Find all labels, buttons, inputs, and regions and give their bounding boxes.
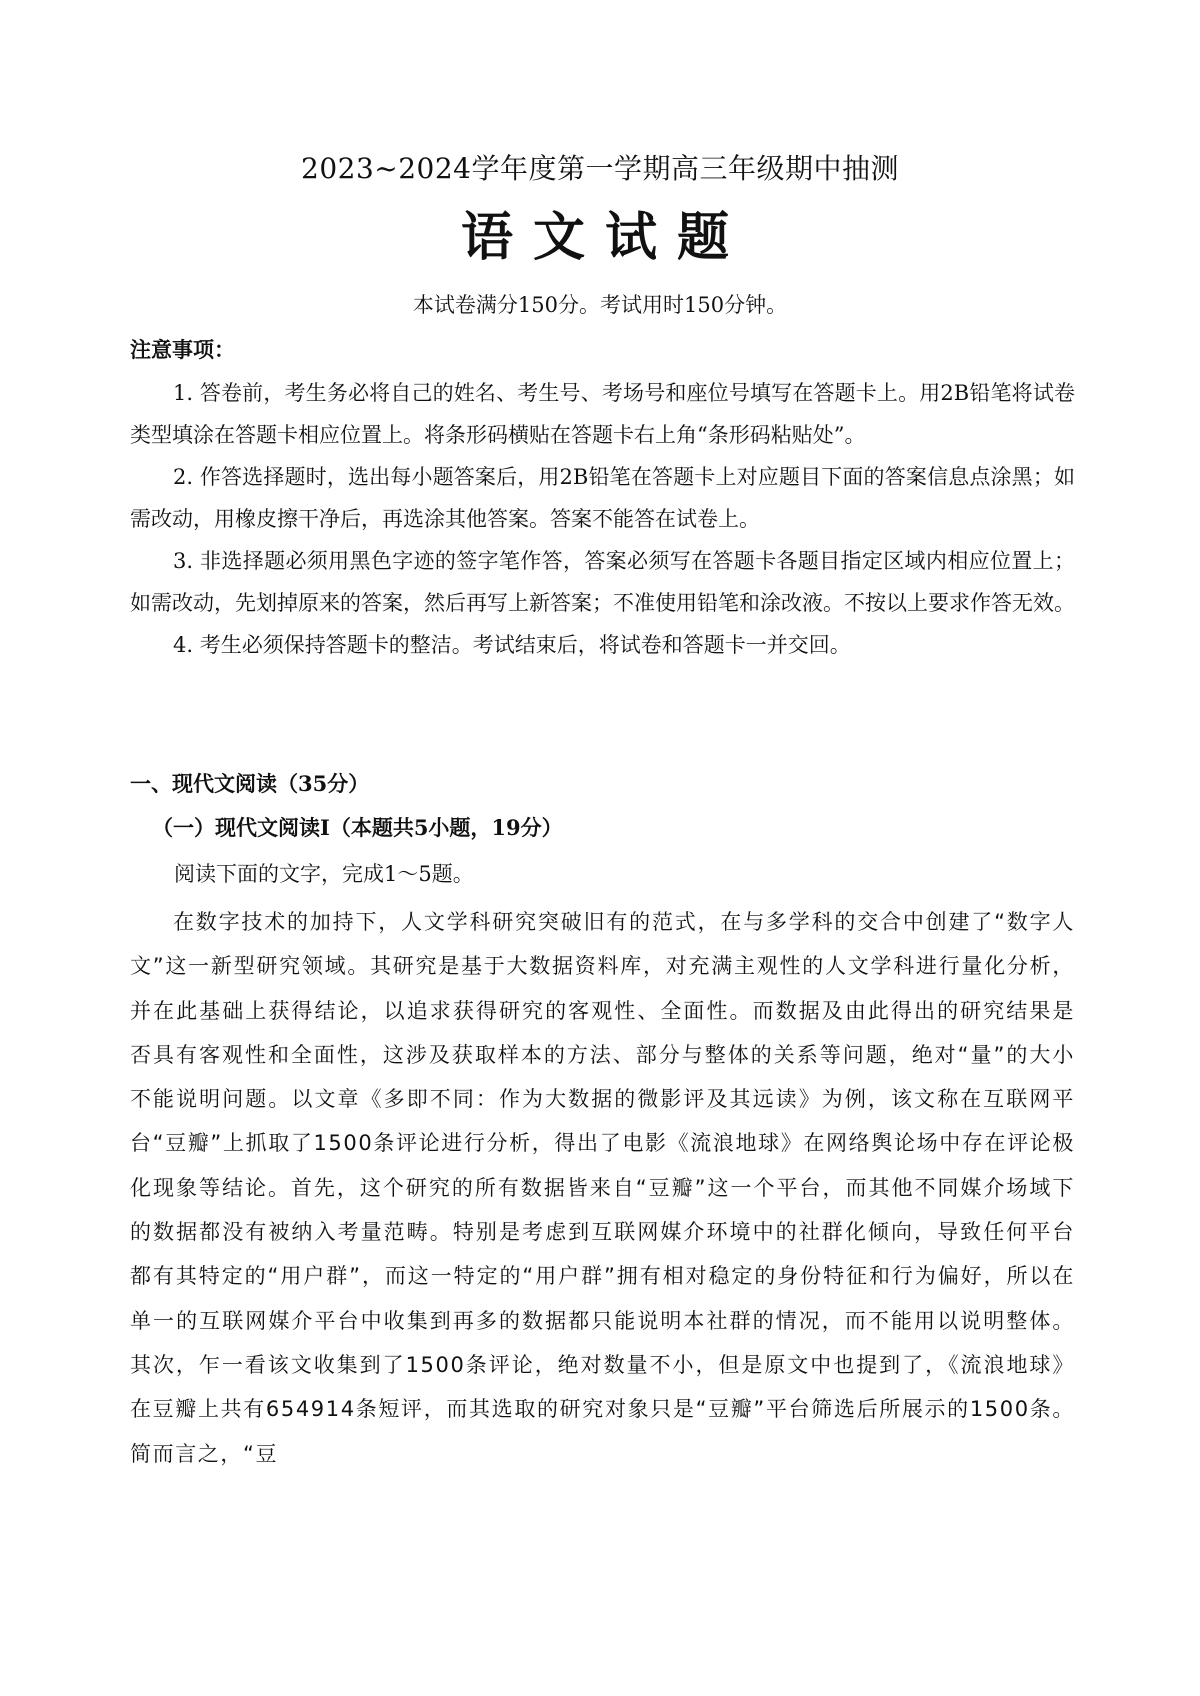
notice-heading: 注意事项：: [130, 337, 235, 362]
reading-passage: 在数字技术的加持下，人文学科研究突破旧有的范式，在与多学科的交合中创建了“数字人文”这一新型研究领域。其研究是基于大数据资料库，对充满主观性的人文学科进行量化分析，并在此基础上获得结论，以追求获得研究的客观性、全面性。而数据及由此得出的研究结果是否具有客观性和全面性，这涉及获取样本的方法、部分与整体的关系等问题，绝对“量”的大小不能说明问题。以文章《多即不同：作为大数据的微影评及其远读》为例，该文称在互联网平台“豆瓣”上抓取了1500条评论进行分析，得出了电影《流浪地球》在网络舆论场中存在评论极化现象等结论。首先，这个研究的所有数据皆来自“豆瓣”这一个平台，而其他不同媒介场域下的数据都没有被纳入考量范畴。特别是考虑到互联网媒介环境中的社群化倾向，导致任何平台都有其特定的“用户群”，而这一特定的“用户群”拥有相对稳定的身份特征和行为偏好，所以在单一的互联网媒介平台中收集到再多的数据都只能说明本社群的情况，而不能用以说明整体。其次，乍一看该文收集到了1500条评论，绝对数量不小，但是原文中也提到了，《流浪地球》在豆瓣上共有654914条短评，而其选取的研究对象只是“豆瓣”平台筛选后所展示的1500条。简而言之，“豆: [130, 910, 1075, 1466]
notice-item: 2. 作答选择题时，选出每小题答案后，用2B铅笔在答题卡上对应题目下面的答案信息点涂黑；如需改动，用橡皮擦干净后，再选涂其他答案。答案不能答在试卷上。: [130, 465, 1075, 531]
subsection-heading: （一）现代文阅读Ⅰ（本题共5小题，19分）: [152, 815, 563, 840]
exam-info: 本试卷满分150分。考试用时150分钟。: [412, 293, 788, 317]
notice-item: 3. 非选择题必须用黑色字迹的签字笔作答，答案必须写在答题卡各题目指定区域内相应位置上；如需改动，先划掉原来的答案，然后再写上新答案；不准使用铅笔和涂改液。不按以上要求作答无效。: [130, 549, 1075, 615]
subject-title: 语文试题: [460, 207, 749, 268]
notice-item: 1. 答卷前，考生务必将自己的姓名、考生号、考场号和座位号填写在答题卡上。用2B铅笔将试卷类型填涂在答题卡相应位置上。将条形码横贴在答题卡右上角“条形码粘贴处”。: [130, 381, 1075, 447]
reading-instruction: 阅读下面的文字，完成1～5题。: [174, 862, 474, 886]
notice-list: [130, 372, 1075, 666]
session-title: 2023~2024学年度第一学期高三年级期中抽测: [301, 152, 899, 185]
section-heading: 一、现代文阅读（35分）: [130, 771, 370, 796]
notice-item: 4. 考生必须保持答题卡的整洁。考试结束后，将试卷和答题卡一并交回。: [173, 633, 851, 657]
